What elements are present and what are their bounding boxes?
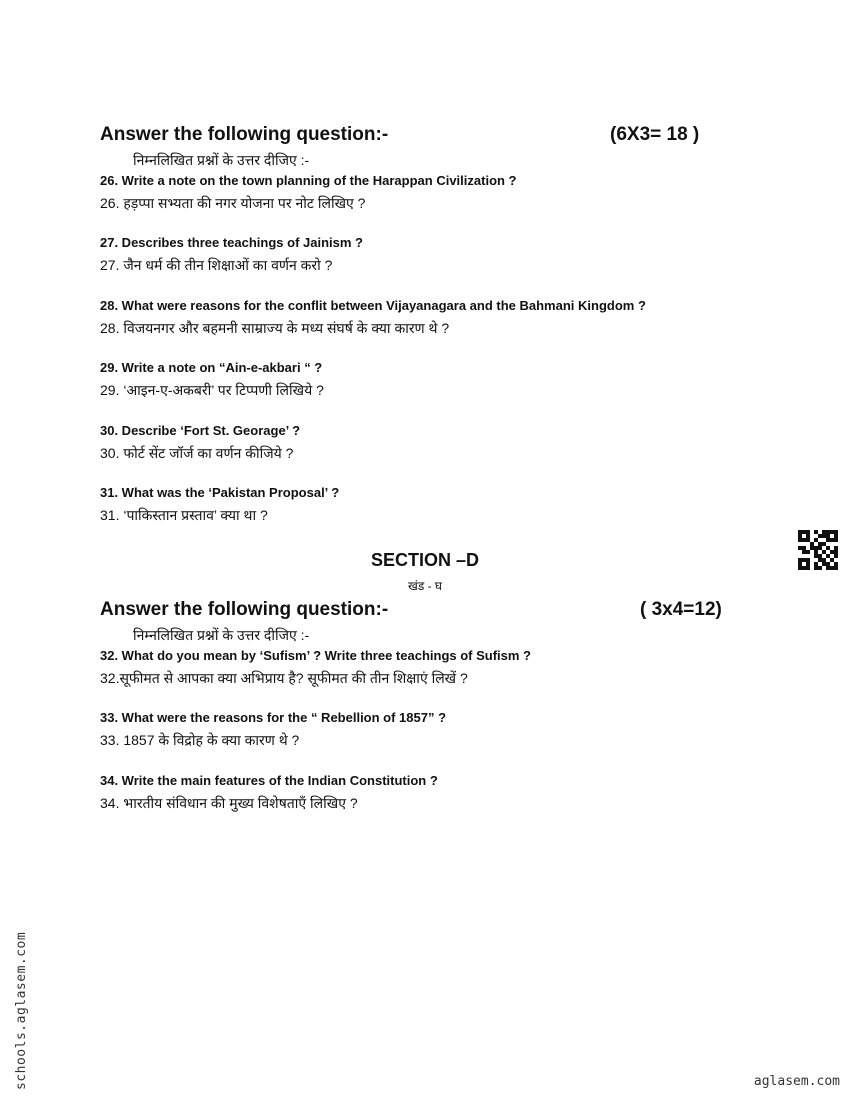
question-30-en: 30. Describe ‘Fort St. Georage’ ? bbox=[100, 423, 301, 438]
question-32-hi: 32.सूफीमत से आपका क्या अभिप्राय है? सूफीमत की तीन शिक्षाएं लिखें ? bbox=[100, 670, 468, 686]
section-c-heading: Answer the following question:- bbox=[100, 124, 389, 145]
question-28-en: 28. What were reasons for the conflit between Vijayanagara and the Bahmani Kingdom ? bbox=[100, 298, 646, 313]
question-29-en: 29. Write a note on “Ain-e-akbari “ ? bbox=[100, 360, 323, 375]
section-d-subtitle: खंड - घ bbox=[408, 579, 442, 593]
section-c-marks: (6X3= 18 ) bbox=[610, 124, 700, 145]
section-d-title: SECTION –D bbox=[370, 550, 480, 570]
question-26-hi: 26. हड़प्पा सभ्यता की नगर योजना पर नोट लिखिए ? bbox=[100, 195, 366, 211]
section-d-marks: ( 3x4=12) bbox=[640, 599, 722, 620]
bottom-watermark: aglasem.com bbox=[753, 1074, 840, 1089]
question-34-hi: 34. भारतीय संविधान की मुख्य विशेषताएँ लिखिए ? bbox=[100, 795, 358, 811]
question-30-hi: 30. फोर्ट सेंट जॉर्ज का वर्णन कीजिये ? bbox=[100, 445, 294, 461]
question-26-en: 26. Write a note on the town planning of the Harappan Civilization ? bbox=[100, 173, 517, 188]
section-d-instruction: निम्नलिखित प्रश्नों के उत्तर दीजिए :- bbox=[133, 627, 310, 643]
section-c-instruction: निम्नलिखित प्रश्नों के उत्तर दीजिए :- bbox=[133, 152, 310, 168]
question-33-hi: 33. 1857 के विद्रोह के क्या कारण थे ? bbox=[100, 732, 300, 748]
question-29-hi: 29. ‘आइन-ए-अकबरी’ पर टिप्पणी लिखिये ? bbox=[100, 382, 324, 398]
question-28-hi: 28. विजयनगर और बहमनी साम्राज्य के मध्य संघर्ष के क्या कारण थे ? bbox=[100, 320, 450, 336]
question-27-hi: 27. जैन धर्म की तीन शिक्षाओं का वर्णन करो ? bbox=[100, 257, 333, 273]
question-32-en: 32. What do you mean by ‘Sufism’ ? Write three teachings of Sufism ? bbox=[100, 648, 531, 663]
question-31-hi: 31. ‘पाकिस्तान प्रस्ताव’ क्या था ? bbox=[100, 507, 268, 523]
section-d-heading: Answer the following question:- bbox=[100, 599, 389, 620]
side-watermark: schools.aglasem.com bbox=[14, 931, 29, 1090]
question-33-en: 33. What were the reasons for the “ Rebellion of 1857” ? bbox=[100, 710, 447, 725]
question-34-en: 34. Write the main features of the Indian Constitution ? bbox=[100, 773, 438, 788]
question-27-en: 27. Describes three teachings of Jainism ? bbox=[100, 235, 363, 250]
question-31-en: 31. What was the ‘Pakistan Proposal’ ? bbox=[100, 485, 340, 500]
